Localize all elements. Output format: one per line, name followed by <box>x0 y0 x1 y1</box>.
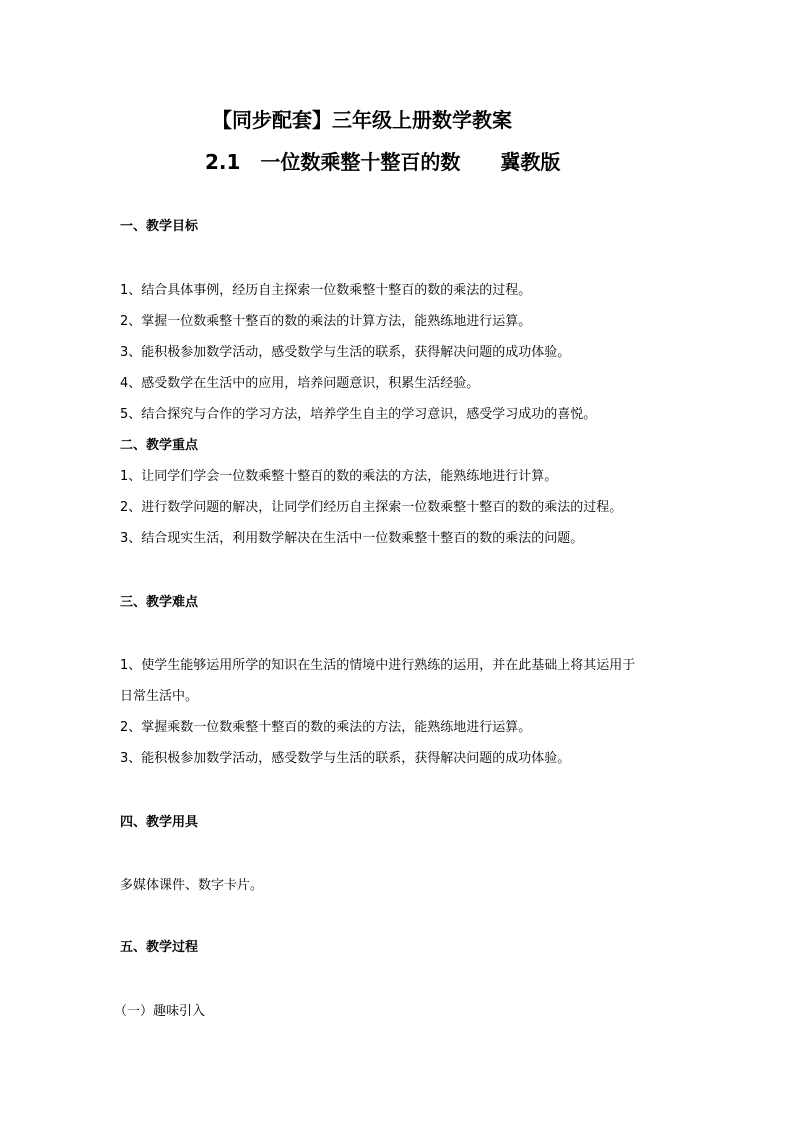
objective-item-5: 5、结合探究与合作的学习方法，培养学生自主的学习意识，感受学习成功的喜悦。 <box>120 407 597 422</box>
process-subheading: （一）趣味引入 <box>114 1004 206 1019</box>
difficulty-item-3: 3、能积极参加数学活动，感受数学与生活的联系，获得解决问题的成功体验。 <box>120 751 571 766</box>
section-heading-process: 五、教学过程 <box>120 940 199 955</box>
title-line-2: 2.1 一位数乘整十整百的数 冀教版 <box>205 150 561 174</box>
objective-item-3: 3、能积极参加数学活动，感受数学与生活的联系，获得解决问题的成功体验。 <box>120 345 571 360</box>
difficulty-item-2: 2、掌握乘数一位数乘整十整百的数的乘法的方法，能熟练地进行运算。 <box>120 720 532 735</box>
difficulty-item-1-cont: 日常生活中。 <box>120 689 199 704</box>
tools-text: 多媒体课件、数字卡片。 <box>120 878 264 893</box>
difficulty-item-1: 1、使学生能够运用所学的知识在生活的情境中进行熟练的运用，并在此基础上将其运用于 <box>120 658 636 673</box>
objective-item-4: 4、感受数学在生活中的应用，培养问题意识，积累生活经验。 <box>120 376 480 391</box>
key-point-item-1: 1、让同学们学会一位数乘整十整百的数的乘法的方法，能熟练地进行计算。 <box>120 469 558 484</box>
section-heading-key-points: 二、教学重点 <box>120 438 199 453</box>
objective-item-2: 2、掌握一位数乘整十整百的数的乘法的计算方法，能熟练地进行运算。 <box>120 314 532 329</box>
key-point-item-2: 2、进行数学问题的解决，让同学们经历自主探索一位数乘整十整百的数的乘法的过程。 <box>120 500 623 515</box>
section-heading-objectives: 一、教学目标 <box>120 219 199 234</box>
section-heading-difficulties: 三、教学难点 <box>120 595 199 610</box>
key-point-item-3: 3、结合现实生活，利用数学解决在生活中一位数乘整十整百的数的乘法的问题。 <box>120 531 584 546</box>
objective-item-1: 1、结合具体事例，经历自主探索一位数乘整十整百的数的乘法的过程。 <box>120 283 532 298</box>
section-heading-tools: 四、教学用具 <box>120 815 199 830</box>
title-line-1: 【同步配套】三年级上册数学教案 <box>212 108 512 132</box>
